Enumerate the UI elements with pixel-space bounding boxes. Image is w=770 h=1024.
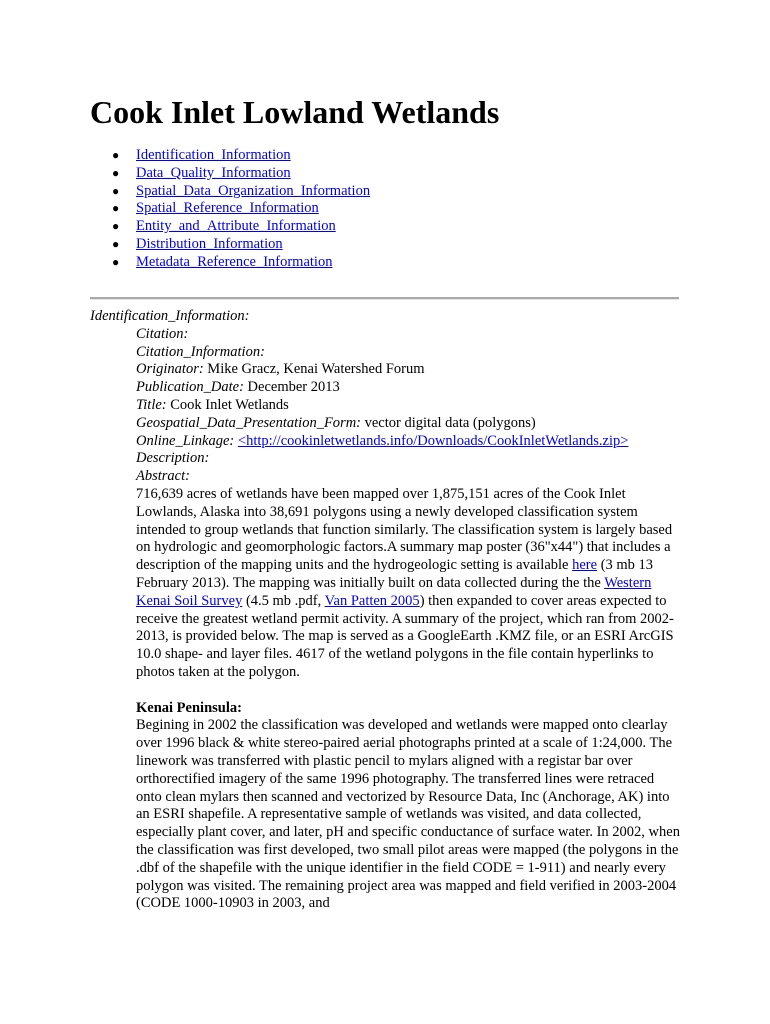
toc-item xyxy=(90,165,370,183)
van-patten-link[interactable]: Van Patten 2005 xyxy=(324,592,420,609)
toc-link-metadata-reference[interactable]: Metadata_Reference_Information xyxy=(136,253,333,270)
toc-item xyxy=(90,218,370,236)
page-title: Cook Inlet Lowland Wetlands xyxy=(90,94,500,130)
toc-item xyxy=(90,236,370,254)
publication-date-label: Publication_Date: xyxy=(136,379,244,396)
toc-link-spatial-reference[interactable]: Spatial_Reference_Information xyxy=(136,200,319,217)
table-of-contents xyxy=(90,147,370,272)
toc-link-distribution[interactable]: Distribution_Information xyxy=(136,235,283,252)
originator-value: Mike Gracz, Kenai Watershed Forum xyxy=(207,361,425,378)
citation-label: Citation: xyxy=(136,325,189,342)
abstract-text-part: 716,639 acres of wetlands have been mapped over 1,875,151 acres of the Cook Inlet Lowlands, Alaska into 38,691 polygons using a newly developed classification system intended to group wetlands that function similarly. The classification system is largely based on hydrologic and geomorphologic factors.A summary map poster (36"x44") that includes a description of the mapping units and the hydrogeologic setting is available xyxy=(136,485,673,574)
online-linkage-label: Online_Linkage: xyxy=(136,432,235,449)
presentation-form-value: vector digital data (polygons) xyxy=(364,414,536,431)
kenai-text: Begining in 2002 the classification was developed and wetlands were mapped onto clearlay over 1996 black & white stereo-paired aerial photographs printed at a scale of 1:24,000. The linework was transferred with plastic pencil to mylars aligned with a registar bar over orthorectified imagery of the same 1996 photography. The transferred lines were retraced onto clean mylars then scanned and vectorized by Resource Data, Inc (Anchorage, AK) into an ESRI shapefile. A representative sample of wetlands was visited, and data collected, especially plant cover, and later, pH and specific conductance of surface water. In 2002, when the classification was first developed, two small pilot areas were mapped (the polygons in the .dbf of the shapefile with the unique identifier in the field CODE = 1-911) and nearly every polygon was visited. The remaining project area was mapped and field verified in 2003-2004 (CODE 1000-10903 in 2003, and xyxy=(136,717,680,912)
abstract-text-part: ) then expanded to cover areas expected to receive the greatest wetland permit activity. A summary of the project, which ran from 2002-2013, is provided below. The map is served as a GoogleEarth .KMZ file, or an ESRI ArcGIS 10.0 shape- and layer files. 4617 of the wetland polygons in the file contain hyperlinks to photos taken at the polygon. xyxy=(136,592,674,680)
abstract-text-part: (3 mb 13 February 2013). The mapping was initially built on data collected during the the xyxy=(136,557,654,591)
abstract-text-part: (4.5 mb .pdf, xyxy=(242,592,325,609)
bullet-icon: ● xyxy=(112,148,120,162)
toc-item xyxy=(90,183,370,201)
description-label: Description: xyxy=(136,450,210,467)
title-label: Title: xyxy=(136,396,167,413)
publication-date-value: December 2013 xyxy=(247,379,340,396)
toc-link-entity-attribute[interactable]: Entity_and_Attribute_Information xyxy=(136,218,336,235)
bullet-icon: ● xyxy=(112,165,120,180)
originator-label: Originator: xyxy=(136,361,204,378)
abstract-text xyxy=(136,486,680,682)
bullet-icon: ● xyxy=(112,219,120,234)
bullet-icon: ● xyxy=(112,254,120,269)
bullet-icon: ● xyxy=(112,236,120,251)
title-value: Cook Inlet Wetlands xyxy=(170,396,289,413)
online-linkage-link[interactable]: <http://cookinletwetlands.info/Downloads/CookInletWetlands.zip> xyxy=(237,432,629,449)
identification-section xyxy=(90,308,680,913)
abstract-label: Abstract: xyxy=(136,468,190,485)
section-divider xyxy=(90,297,679,300)
toc-item xyxy=(90,200,370,218)
kenai-heading: Kenai Peninsula: xyxy=(136,699,242,716)
toc-item xyxy=(90,254,370,272)
bullet-icon: ● xyxy=(112,201,120,216)
poster-here-link[interactable]: here xyxy=(572,557,598,574)
bullet-icon: ● xyxy=(112,183,120,198)
toc-link-spatial-data-organization[interactable]: Spatial_Data_Organization_Information xyxy=(136,182,371,199)
presentation-form-label: Geospatial_Data_Presentation_Form: xyxy=(136,414,361,431)
soil-survey-link[interactable]: Western Kenai Soil Survey xyxy=(136,574,652,609)
toc-link-data-quality[interactable]: Data_Quality_Information xyxy=(136,164,291,181)
toc-item xyxy=(90,147,370,165)
toc-link-identification[interactable]: Identification_Information xyxy=(136,147,291,163)
section-heading: Identification_Information: xyxy=(90,308,250,324)
citation-info-label: Citation_Information: xyxy=(136,343,265,360)
